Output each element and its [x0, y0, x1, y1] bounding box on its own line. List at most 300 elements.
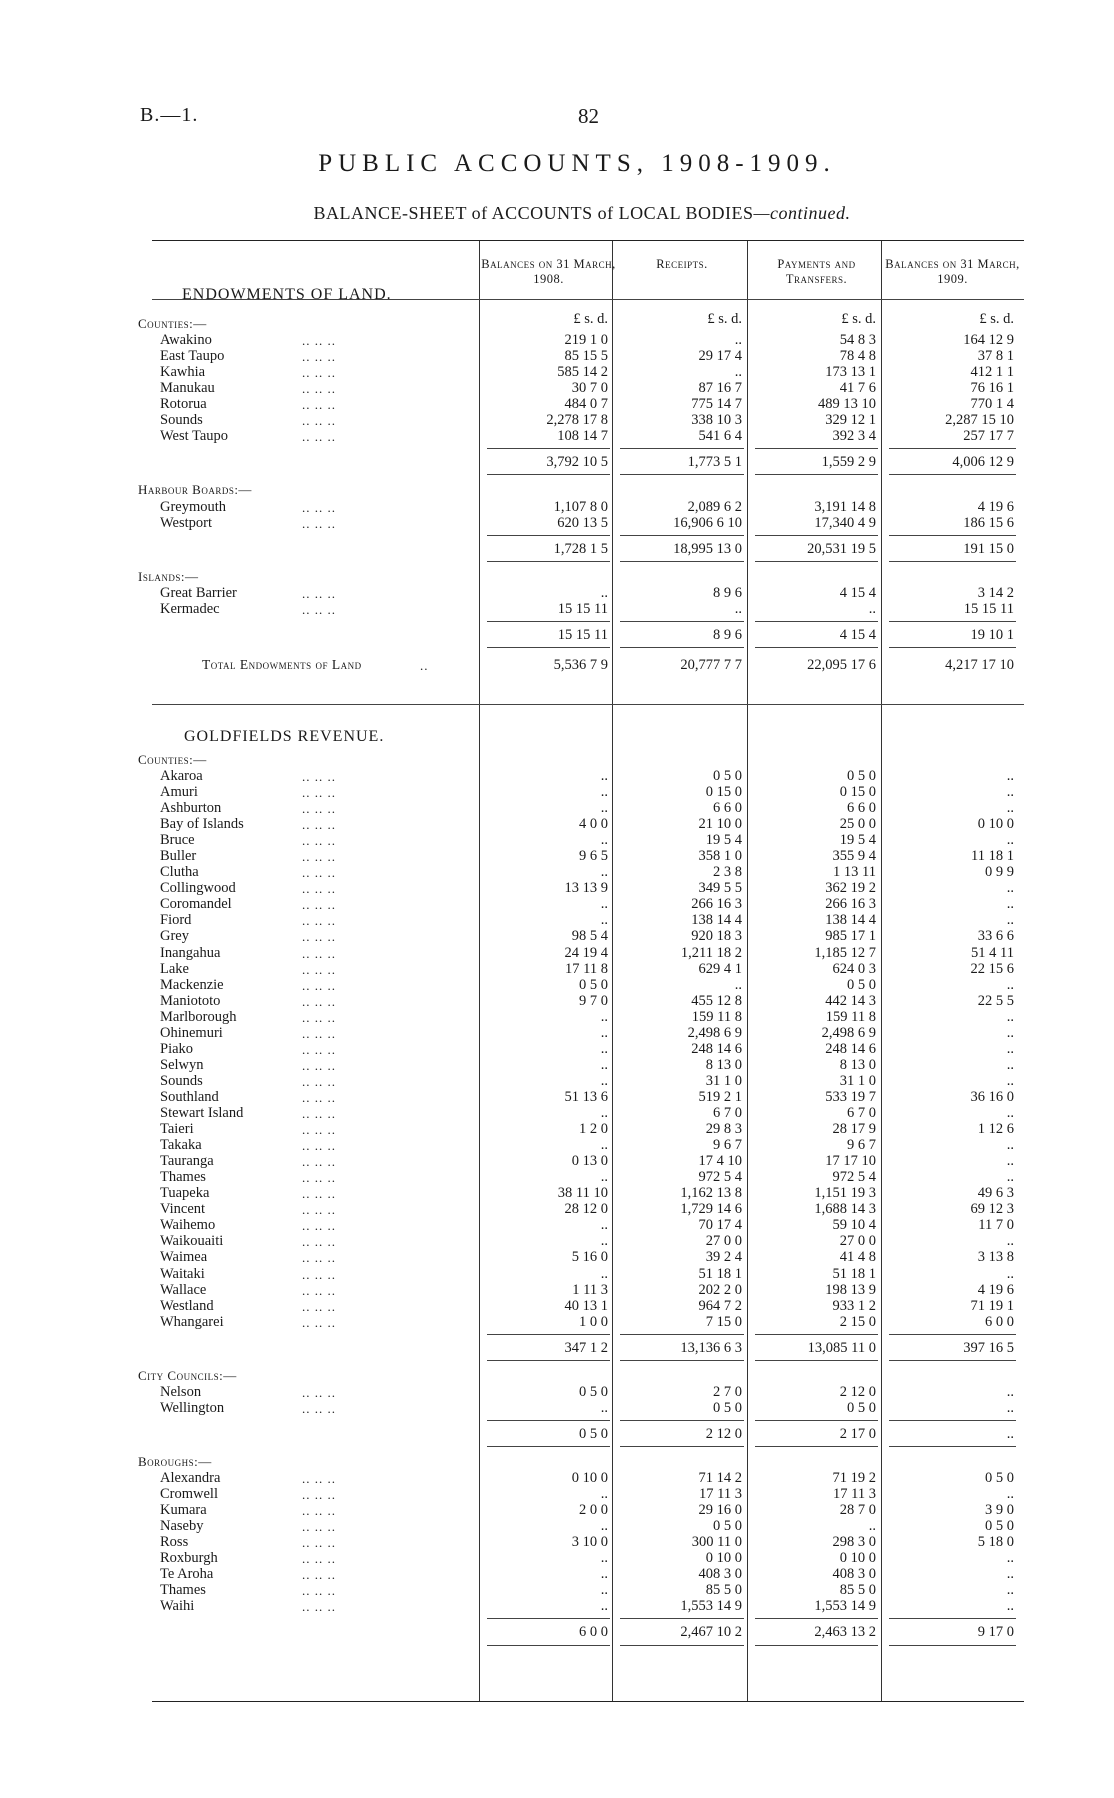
subtotal-rule: [889, 561, 1016, 562]
row-name: Sounds: [160, 412, 203, 429]
money-cell: 4,006 12 9: [952, 454, 1014, 471]
row-name: Westport: [160, 514, 212, 531]
subtotal-rule: [487, 535, 610, 536]
leader-dots: .. .. ..: [302, 1089, 336, 1105]
money-cell: 40 13 1: [564, 1297, 608, 1314]
money-cell: 173 13 1: [825, 364, 876, 381]
money-cell: 585 14 2: [557, 364, 608, 381]
money-cell: 355 9 4: [832, 848, 876, 865]
row-name: Kermadec: [160, 600, 220, 617]
leader-dots: .. .. ..: [302, 381, 336, 397]
money-cell: 19 5 4: [705, 832, 742, 849]
money-cell: 2,089 6 2: [687, 498, 742, 515]
subtotal-rule: [620, 1420, 744, 1421]
group-label: City Councils:—: [138, 1367, 237, 1383]
money-cell: 71 14 2: [698, 1470, 742, 1486]
money-cell: 3 14 2: [977, 584, 1014, 601]
money-cell: ..: [600, 1566, 608, 1583]
money-cell: ..: [1006, 1233, 1014, 1250]
money-cell: ..: [600, 864, 608, 881]
subtotal-rule: [755, 561, 878, 562]
money-cell: 159 11 8: [691, 1008, 742, 1025]
subtotal-rule: [889, 448, 1016, 449]
group-label: Harbour Boards:—: [138, 482, 252, 498]
money-cell: 51 13 6: [564, 1088, 608, 1105]
money-cell: 20,531 19 5: [807, 540, 876, 557]
money-cell: 248 14 6: [825, 1040, 876, 1057]
money-cell: 19 5 4: [839, 832, 876, 849]
subtotal-rule: [487, 1420, 610, 1421]
money-cell: 770 1 4: [970, 396, 1014, 413]
leader-dots: .. .. ..: [302, 1471, 336, 1486]
subtotal-rule: [487, 561, 610, 562]
money-cell: 4 0 0: [579, 816, 608, 833]
subtotal-rule: [889, 1334, 1016, 1335]
money-cell: 9 6 7: [847, 1137, 876, 1154]
money-cell: ..: [868, 600, 876, 617]
money-cell: 51 18 1: [698, 1265, 742, 1282]
money-cell: 1 0 0: [579, 1313, 608, 1330]
money-cell: 198 13 9: [825, 1281, 876, 1298]
money-cell: ..: [1006, 1265, 1014, 1282]
money-cell: 1,559 2 9: [821, 454, 876, 471]
section-title: GOLDFIELDS REVENUE.: [184, 727, 385, 745]
money-cell: 442 14 3: [825, 992, 876, 1009]
leader-dots: .. .. ..: [302, 499, 336, 515]
leader-dots: .. .. ..: [302, 1519, 336, 1535]
group-label: Boroughs:—: [138, 1453, 212, 1469]
row-name: Taieri: [160, 1121, 194, 1138]
money-cell: ..: [1006, 880, 1014, 897]
money-cell: 19 10 1: [970, 626, 1014, 643]
subtotal-rule: [755, 1618, 878, 1619]
leader-dots: .. .. ..: [302, 1154, 336, 1170]
subtitle-suffix: —continued.: [753, 203, 851, 223]
row-name: Ross: [160, 1534, 189, 1551]
money-cell: ..: [1006, 1425, 1014, 1442]
subtotal-rule: [889, 621, 1016, 622]
money-cell: 138 14 4: [825, 912, 876, 929]
money-cell: 17 4 10: [698, 1153, 742, 1170]
row-name: Selwyn: [160, 1056, 204, 1073]
money-cell: ..: [600, 584, 608, 601]
money-cell: 29 16 0: [698, 1502, 742, 1519]
money-cell: 41 7 6: [839, 380, 876, 397]
money-cell: 5 16 0: [571, 1249, 608, 1266]
leader-dots: .. .. ..: [302, 785, 336, 800]
money-cell: 0 15 0: [705, 784, 742, 800]
money-cell: 2 0 0: [579, 1502, 608, 1519]
money-cell: ..: [600, 1486, 608, 1503]
column-rule: [747, 241, 748, 1701]
leader-dots: .. .. ..: [302, 397, 336, 413]
leader-dots: .. .. ..: [302, 1599, 336, 1615]
money-cell: ..: [1006, 767, 1014, 784]
money-cell: 329 12 1: [825, 412, 876, 429]
money-cell: 2,467 10 2: [680, 1624, 742, 1641]
money-cell: 7 15 0: [705, 1313, 742, 1330]
money-cell: 21 10 0: [698, 816, 742, 833]
money-cell: ..: [1006, 1486, 1014, 1503]
money-cell: ..: [1006, 1137, 1014, 1154]
leader-dots: .. .. ..: [302, 1551, 336, 1567]
money-cell: 985 17 1: [825, 928, 876, 945]
money-cell: 17 11 3: [833, 1486, 876, 1503]
money-cell: 1 2 0: [579, 1121, 608, 1138]
subtitle-main: BALANCE-SHEET of ACCOUNTS of LOCAL BODIES: [313, 203, 754, 223]
money-cell: 0 13 0: [571, 1153, 608, 1170]
money-cell: 519 2 1: [698, 1088, 742, 1105]
subtotal-rule: [487, 1618, 610, 1619]
leader-dots: .. .. ..: [302, 1298, 336, 1314]
group-label: Islands:—: [138, 568, 199, 584]
money-cell: 2,498 6 9: [687, 1024, 742, 1041]
page-id: B.—1.: [140, 104, 199, 126]
subtotal-rule: [620, 561, 744, 562]
row-name: Buller: [160, 848, 197, 865]
money-cell: ..: [1006, 1024, 1014, 1041]
money-cell: 85 5 0: [705, 1582, 742, 1599]
leader-dots: .. .. ..: [302, 817, 336, 833]
money-cell: 69 12 3: [970, 1201, 1014, 1218]
money-cell: 4,217 17 10: [945, 656, 1014, 673]
row-name: Mackenzie: [160, 976, 224, 993]
money-cell: 489 13 10: [818, 396, 876, 413]
money-cell: 11 7 0: [978, 1217, 1014, 1234]
money-cell: 59 10 4: [832, 1217, 876, 1234]
money-cell: 13,136 6 3: [680, 1339, 742, 1356]
subtotal-rule: [755, 647, 878, 648]
money-cell: ..: [1006, 1105, 1014, 1121]
subtotal-rule: [487, 474, 610, 475]
money-cell: 28 12 0: [564, 1201, 608, 1218]
money-cell: 347 1 2: [564, 1339, 608, 1356]
money-cell: 71 19 1: [970, 1297, 1014, 1314]
row-name: Roxburgh: [160, 1550, 218, 1567]
total-label: Total Endowments of Land: [202, 656, 362, 672]
money-cell: 15 15 11: [963, 600, 1014, 617]
money-cell: 85 15 5: [564, 348, 608, 365]
money-cell: 76 16 1: [970, 380, 1014, 397]
money-cell: 4 15 4: [839, 584, 876, 601]
money-cell: 38 11 10: [557, 1185, 608, 1202]
money-cell: 1,688 14 3: [814, 1201, 876, 1218]
subtotal-rule: [755, 474, 878, 475]
money-cell: 1,151 19 3: [814, 1185, 876, 1202]
money-cell: 22 5 5: [977, 992, 1014, 1009]
money-cell: 349 5 5: [698, 880, 742, 897]
currency-unit: £ s. d.: [573, 311, 608, 327]
leader-dots: .. .. ..: [302, 515, 336, 531]
subtotal-rule: [487, 1446, 610, 1447]
money-cell: ..: [1006, 1040, 1014, 1057]
money-cell: 6 6 0: [713, 800, 742, 817]
leader-dots: .. .. ..: [302, 1186, 336, 1202]
money-cell: 0 10 0: [839, 1550, 876, 1567]
row-name: West Taupo: [160, 428, 229, 445]
money-cell: 9 7 0: [579, 992, 608, 1009]
row-name: Kumara: [160, 1502, 207, 1519]
subtotal-rule: [755, 621, 878, 622]
leader-dots: .. .. ..: [302, 1266, 336, 1282]
money-cell: ..: [1006, 1169, 1014, 1186]
money-cell: 298 3 0: [832, 1534, 876, 1551]
money-cell: 186 15 6: [963, 514, 1014, 531]
money-cell: ..: [600, 1233, 608, 1250]
money-cell: 54 8 3: [839, 332, 876, 349]
row-name: Cromwell: [160, 1486, 218, 1503]
money-cell: 31 1 0: [839, 1072, 876, 1089]
money-cell: 8 13 0: [705, 1056, 742, 1073]
money-cell: 1,728 1 5: [553, 540, 608, 557]
row-name: Collingwood: [160, 880, 236, 897]
leader-dots: .. .. ..: [302, 865, 336, 881]
leader-dots: .. .. ..: [302, 897, 336, 913]
subtotal-rule: [889, 1360, 1016, 1361]
leader-dots: .. .. ..: [302, 961, 336, 977]
row-name: Waihi: [160, 1598, 195, 1615]
money-cell: 39 2 4: [705, 1249, 742, 1266]
money-cell: 455 12 8: [691, 992, 742, 1009]
money-cell: 9 17 0: [977, 1624, 1014, 1641]
leader-dots: .. .. ..: [302, 1567, 336, 1583]
money-cell: ..: [600, 1040, 608, 1057]
money-cell: ..: [1006, 1072, 1014, 1089]
money-cell: 11 18 1: [971, 848, 1014, 865]
money-cell: 2,463 13 2: [814, 1624, 876, 1641]
money-cell: 17,340 4 9: [814, 514, 876, 531]
money-cell: 51 4 11: [971, 944, 1014, 961]
money-cell: 338 10 3: [691, 412, 742, 429]
leader-dots: .. .. ..: [302, 768, 336, 784]
money-cell: 0 5 0: [579, 1425, 608, 1442]
money-cell: 3,792 10 5: [546, 454, 608, 471]
money-cell: 1,729 14 6: [680, 1201, 742, 1218]
row-name: Manukau: [160, 380, 215, 397]
money-cell: 27 0 0: [839, 1233, 876, 1250]
money-cell: 159 11 8: [825, 1008, 876, 1025]
money-cell: 0 5 0: [713, 767, 742, 784]
subtotal-rule: [620, 1360, 744, 1361]
money-cell: 2 3 8: [713, 864, 742, 881]
money-cell: ..: [1006, 896, 1014, 913]
leader-dots: .. .. ..: [302, 1583, 336, 1599]
column-header: Balances on 31 March, 1909.: [885, 257, 1020, 286]
money-cell: 2 17 0: [839, 1425, 876, 1442]
row-name: Great Barrier: [160, 584, 237, 601]
money-cell: 624 0 3: [832, 960, 876, 977]
money-cell: 5 18 0: [977, 1534, 1014, 1551]
money-cell: ..: [734, 332, 742, 349]
money-cell: 8 13 0: [839, 1056, 876, 1073]
money-cell: 2 7 0: [713, 1383, 742, 1400]
page-subtitle: [0, 203, 1114, 224]
row-name: Lake: [160, 960, 189, 977]
row-name: East Taupo: [160, 348, 225, 365]
money-cell: 392 3 4: [832, 428, 876, 445]
money-cell: 29 17 4: [698, 348, 742, 365]
money-cell: 920 18 3: [691, 928, 742, 945]
money-cell: 397 16 5: [963, 1339, 1014, 1356]
money-cell: ..: [734, 364, 742, 381]
money-cell: ..: [1006, 800, 1014, 817]
money-cell: 1,107 8 0: [553, 498, 608, 515]
money-cell: 33 6 6: [977, 928, 1014, 945]
money-cell: 138 14 4: [691, 912, 742, 929]
money-cell: ..: [734, 976, 742, 993]
leader-dots: .. .. ..: [302, 349, 336, 365]
subtotal-rule: [620, 1645, 744, 1646]
leader-dots: .. .. ..: [302, 1535, 336, 1551]
money-cell: ..: [600, 832, 608, 849]
row-name: Southland: [160, 1088, 219, 1105]
money-cell: 358 1 0: [698, 848, 742, 865]
money-cell: 49 6 3: [977, 1185, 1014, 1202]
money-cell: 3,191 14 8: [814, 498, 876, 515]
page-title: PUBLIC ACCOUNTS, 1908-1909.: [318, 150, 836, 177]
column-header: Balances on 31 March, 1908.: [481, 257, 616, 286]
column-rule: [479, 241, 480, 1701]
money-cell: 2 12 0: [705, 1425, 742, 1442]
money-cell: ..: [600, 1137, 608, 1154]
group-label: Counties:—: [138, 751, 207, 767]
money-cell: ..: [1006, 1566, 1014, 1583]
row-name: Maniototo: [160, 992, 221, 1009]
money-cell: 0 5 0: [713, 1518, 742, 1535]
money-cell: 300 11 0: [691, 1534, 742, 1551]
leader-dots: .. .. ..: [302, 881, 336, 897]
row-name: Vincent: [160, 1201, 206, 1218]
row-name: Fiord: [160, 912, 192, 929]
subtotal-rule: [487, 448, 610, 449]
money-cell: 30 7 0: [571, 380, 608, 397]
leader-dots: .. .. ..: [302, 1503, 336, 1519]
money-cell: 0 5 0: [847, 767, 876, 784]
money-cell: 0 10 0: [571, 1470, 608, 1486]
money-cell: 1 13 11: [833, 864, 876, 881]
money-cell: 41 4 8: [839, 1249, 876, 1266]
row-name: Wellington: [160, 1399, 225, 1416]
row-name: Takaka: [160, 1137, 202, 1154]
row-name: Akaroa: [160, 767, 203, 784]
money-cell: ..: [1006, 832, 1014, 849]
money-cell: 1,185 12 7: [814, 944, 876, 961]
money-cell: 0 5 0: [579, 976, 608, 993]
money-cell: ..: [600, 1265, 608, 1282]
row-name: Kawhia: [160, 364, 206, 381]
row-name: Ashburton: [160, 800, 222, 817]
money-cell: 1,773 5 1: [687, 454, 742, 471]
leader-dots: .. .. ..: [302, 333, 336, 349]
group-label: Counties:—: [138, 316, 207, 331]
leader-dots: .. .. ..: [302, 993, 336, 1009]
money-cell: 25 0 0: [839, 816, 876, 833]
row-name: Amuri: [160, 784, 198, 800]
money-cell: 8 9 6: [713, 626, 742, 643]
money-cell: ..: [600, 896, 608, 913]
leader-dots: .. .. ..: [302, 1041, 336, 1057]
money-cell: 202 2 0: [698, 1281, 742, 1298]
money-cell: 0 10 0: [977, 816, 1014, 833]
money-cell: 4 19 6: [977, 1281, 1014, 1298]
leader-dots: .. .. ..: [302, 1400, 336, 1416]
money-cell: 0 5 0: [713, 1399, 742, 1416]
money-cell: 964 7 2: [698, 1297, 742, 1314]
subtotal-rule: [755, 1645, 878, 1646]
money-cell: 3 9 0: [985, 1502, 1014, 1519]
money-cell: 17 11 8: [565, 960, 608, 977]
money-cell: ..: [600, 1056, 608, 1073]
subtotal-rule: [620, 1446, 744, 1447]
money-cell: 6 0 0: [985, 1313, 1014, 1330]
money-cell: 266 16 3: [825, 896, 876, 913]
subtotal-rule: [487, 1645, 610, 1646]
subtotal-rule: [487, 1360, 610, 1361]
money-cell: 6 0 0: [579, 1624, 608, 1641]
subtotal-rule: [755, 1334, 878, 1335]
money-cell: 362 19 2: [825, 880, 876, 897]
money-cell: ..: [600, 767, 608, 784]
currency-unit: £ s. d.: [979, 311, 1014, 327]
money-cell: ..: [1006, 1582, 1014, 1599]
money-cell: 29 8 3: [705, 1121, 742, 1138]
money-cell: 51 18 1: [832, 1265, 876, 1282]
subtotal-rule: [889, 647, 1016, 648]
leader-dots: .. .. ..: [302, 849, 336, 865]
money-cell: 13 13 9: [564, 880, 608, 897]
money-cell: 108 14 7: [557, 428, 608, 445]
leader-dots: .. .. ..: [302, 1122, 336, 1138]
column-rule: [612, 241, 613, 1701]
leader-dots: .. .. ..: [302, 913, 336, 929]
leader-dots: .. .. ..: [302, 1009, 336, 1025]
subtotal-rule: [620, 647, 744, 648]
subtotal-rule: [889, 1645, 1016, 1646]
page-number: 82: [578, 104, 599, 128]
subtotal-rule: [487, 647, 610, 648]
row-name: Tuapeka: [160, 1185, 210, 1202]
leader-dots: .. .. ..: [302, 601, 336, 617]
money-cell: 0 15 0: [839, 784, 876, 800]
money-cell: 541 6 4: [698, 428, 742, 445]
money-cell: 1,553 14 9: [680, 1598, 742, 1615]
money-cell: ..: [600, 912, 608, 929]
leader-dots: .. .. ..: [302, 1314, 336, 1330]
subtotal-rule: [620, 1618, 744, 1619]
money-cell: 27 0 0: [705, 1233, 742, 1250]
money-cell: 248 14 6: [691, 1040, 742, 1057]
leader-dots: .. .. ..: [302, 1057, 336, 1073]
row-name: Wallace: [160, 1281, 207, 1298]
row-name: Te Aroha: [160, 1566, 214, 1583]
leader-dots: .. .. ..: [302, 1202, 336, 1218]
money-cell: ..: [600, 1072, 608, 1089]
money-cell: ..: [1006, 1056, 1014, 1073]
money-cell: ..: [1006, 912, 1014, 929]
money-cell: 24 19 4: [564, 944, 608, 961]
leader-dots: .. .. ..: [302, 1218, 336, 1234]
currency-unit: £ s. d.: [841, 311, 876, 327]
money-cell: 4 15 4: [839, 626, 876, 643]
money-cell: 533 19 7: [825, 1088, 876, 1105]
money-cell: 17 17 10: [825, 1153, 876, 1170]
subtotal-rule: [620, 621, 744, 622]
money-cell: 9 6 7: [713, 1137, 742, 1154]
money-cell: 20,777 7 7: [680, 656, 742, 673]
money-cell: 6 7 0: [713, 1105, 742, 1121]
column-rule: [881, 241, 882, 1701]
money-cell: 70 17 4: [698, 1217, 742, 1234]
